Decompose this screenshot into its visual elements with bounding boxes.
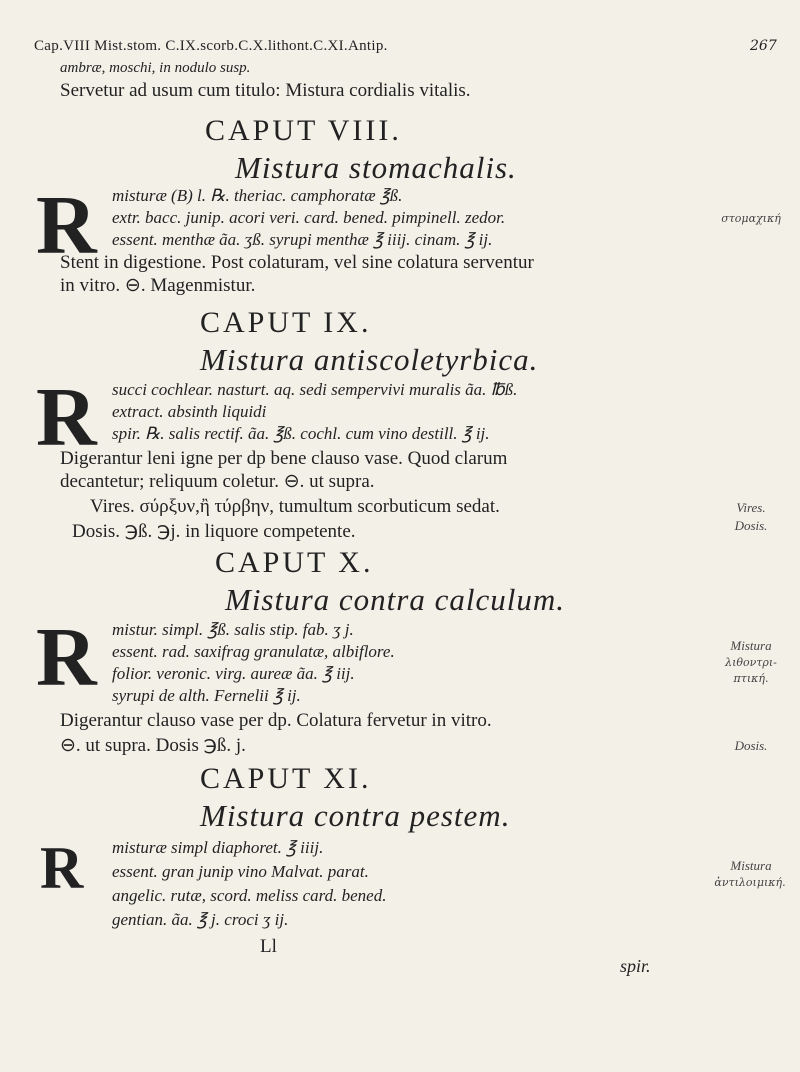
body-line: Dosis. ℈ß. ℈j. in liquore competente. xyxy=(72,521,356,542)
margin-note: ἀντιλοιμική. xyxy=(714,876,786,889)
recipe-line: essent. gran junip vino Malvat. parat. xyxy=(112,862,369,881)
chapter-title: Mistura contra pestem. xyxy=(200,798,511,833)
chapter-heading: CAPUT VIII. xyxy=(205,114,402,147)
recipe-line: folior. veronic. virg. aureæ ãa. ℥ iij. xyxy=(112,664,355,683)
margin-note: Dosis. xyxy=(734,738,768,753)
page-number: 267 xyxy=(750,38,777,54)
recipe-symbol: R xyxy=(36,179,97,272)
margin-note: Vires. xyxy=(736,500,766,515)
top-line-2: Servetur ad usum cum titulo: Mistura cordialis vitalis. xyxy=(60,80,471,101)
recipe-symbol: R xyxy=(36,371,97,464)
recipe-line: extract. absinth liquidi xyxy=(112,402,267,421)
chapter-heading: CAPUT IX. xyxy=(200,306,372,339)
recipe-line: mistur. simpl. ℥ß. salis stip. fab. ʒ j. xyxy=(112,620,354,639)
recipe-line: essent. rad. saxifrag granulatæ, albiflore. xyxy=(112,642,395,661)
top-line-1: ambræ, moschi, in nodulo susp. xyxy=(60,60,251,76)
margin-note: Mistura xyxy=(730,638,772,653)
chapter-title: Mistura antiscoletyrbica. xyxy=(200,342,539,377)
recipe-line: succi cochlear. nasturt. aq. sedi sempervivi muralis ãa. ℔ß. xyxy=(112,380,518,399)
body-line: in vitro. ⊖. Magenmistur. xyxy=(60,275,256,296)
recipe-line: essent. menthæ ãa. ʒß. syrupi menthæ ℥ iiij. cinam. ℥ ij. xyxy=(112,230,493,249)
recipe-line: extr. bacc. junip. acori veri. card. bened. pimpinell. zedor. xyxy=(112,208,506,227)
margin-note: λιθοντρι- xyxy=(725,656,777,669)
running-head: Cap.VIII Mist.stom. C.IX.scorb.C.X.lithont.C.XI.Antip. xyxy=(34,38,388,54)
recipe-symbol: R xyxy=(36,611,97,704)
recipe-line: gentian. ãa. ℥ j. croci ʒ ij. xyxy=(112,910,289,929)
recipe-line: misturæ simpl diaphoret. ℥ iiij. xyxy=(112,838,324,857)
body-line: Digerantur clauso vase per dp. Colatura fervetur in vitro. xyxy=(60,710,492,731)
margin-note: Dosis. xyxy=(734,518,768,533)
body-line: Digerantur leni igne per dp bene clauso vase. Quod clarum xyxy=(60,448,508,469)
recipe-line: angelic. rutæ, scord. meliss card. bened. xyxy=(112,886,387,905)
catchword: spir. xyxy=(620,956,651,976)
signature-mark: Ll xyxy=(260,936,277,957)
margin-note: πτική. xyxy=(733,672,769,685)
chapter-heading: CAPUT X. xyxy=(215,546,374,579)
recipe-line: syrupi de alth. Fernelii ℥ ij. xyxy=(112,686,301,705)
body-line: Vires. σύρξυν,ἢ τύρβην, tumultum scorbuticum sedat. xyxy=(90,496,500,517)
recipe-line: misturæ (B) l. ℞. theriac. camphoratæ ℥ß. xyxy=(112,186,403,205)
body-line: decantetur; reliquum coletur. ⊖. ut supra. xyxy=(60,471,375,492)
margin-note: στομαχική xyxy=(721,212,781,225)
chapter-title: Mistura contra calculum. xyxy=(225,582,565,617)
body-line: Stent in digestione. Post colaturam, vel sine colatura serventur xyxy=(60,252,534,273)
body-line: ⊖. ut supra. Dosis ℈ß. j. xyxy=(60,735,246,756)
margin-note: Mistura xyxy=(730,858,772,873)
recipe-line: spir. ℞. salis rectif. ãa. ℥ß. cochl. cum vino destill. ℥ ij. xyxy=(112,424,490,443)
recipe-symbol: R xyxy=(40,835,84,901)
chapter-heading: CAPUT XI. xyxy=(200,762,372,795)
chapter-title: Mistura stomachalis. xyxy=(235,150,517,185)
